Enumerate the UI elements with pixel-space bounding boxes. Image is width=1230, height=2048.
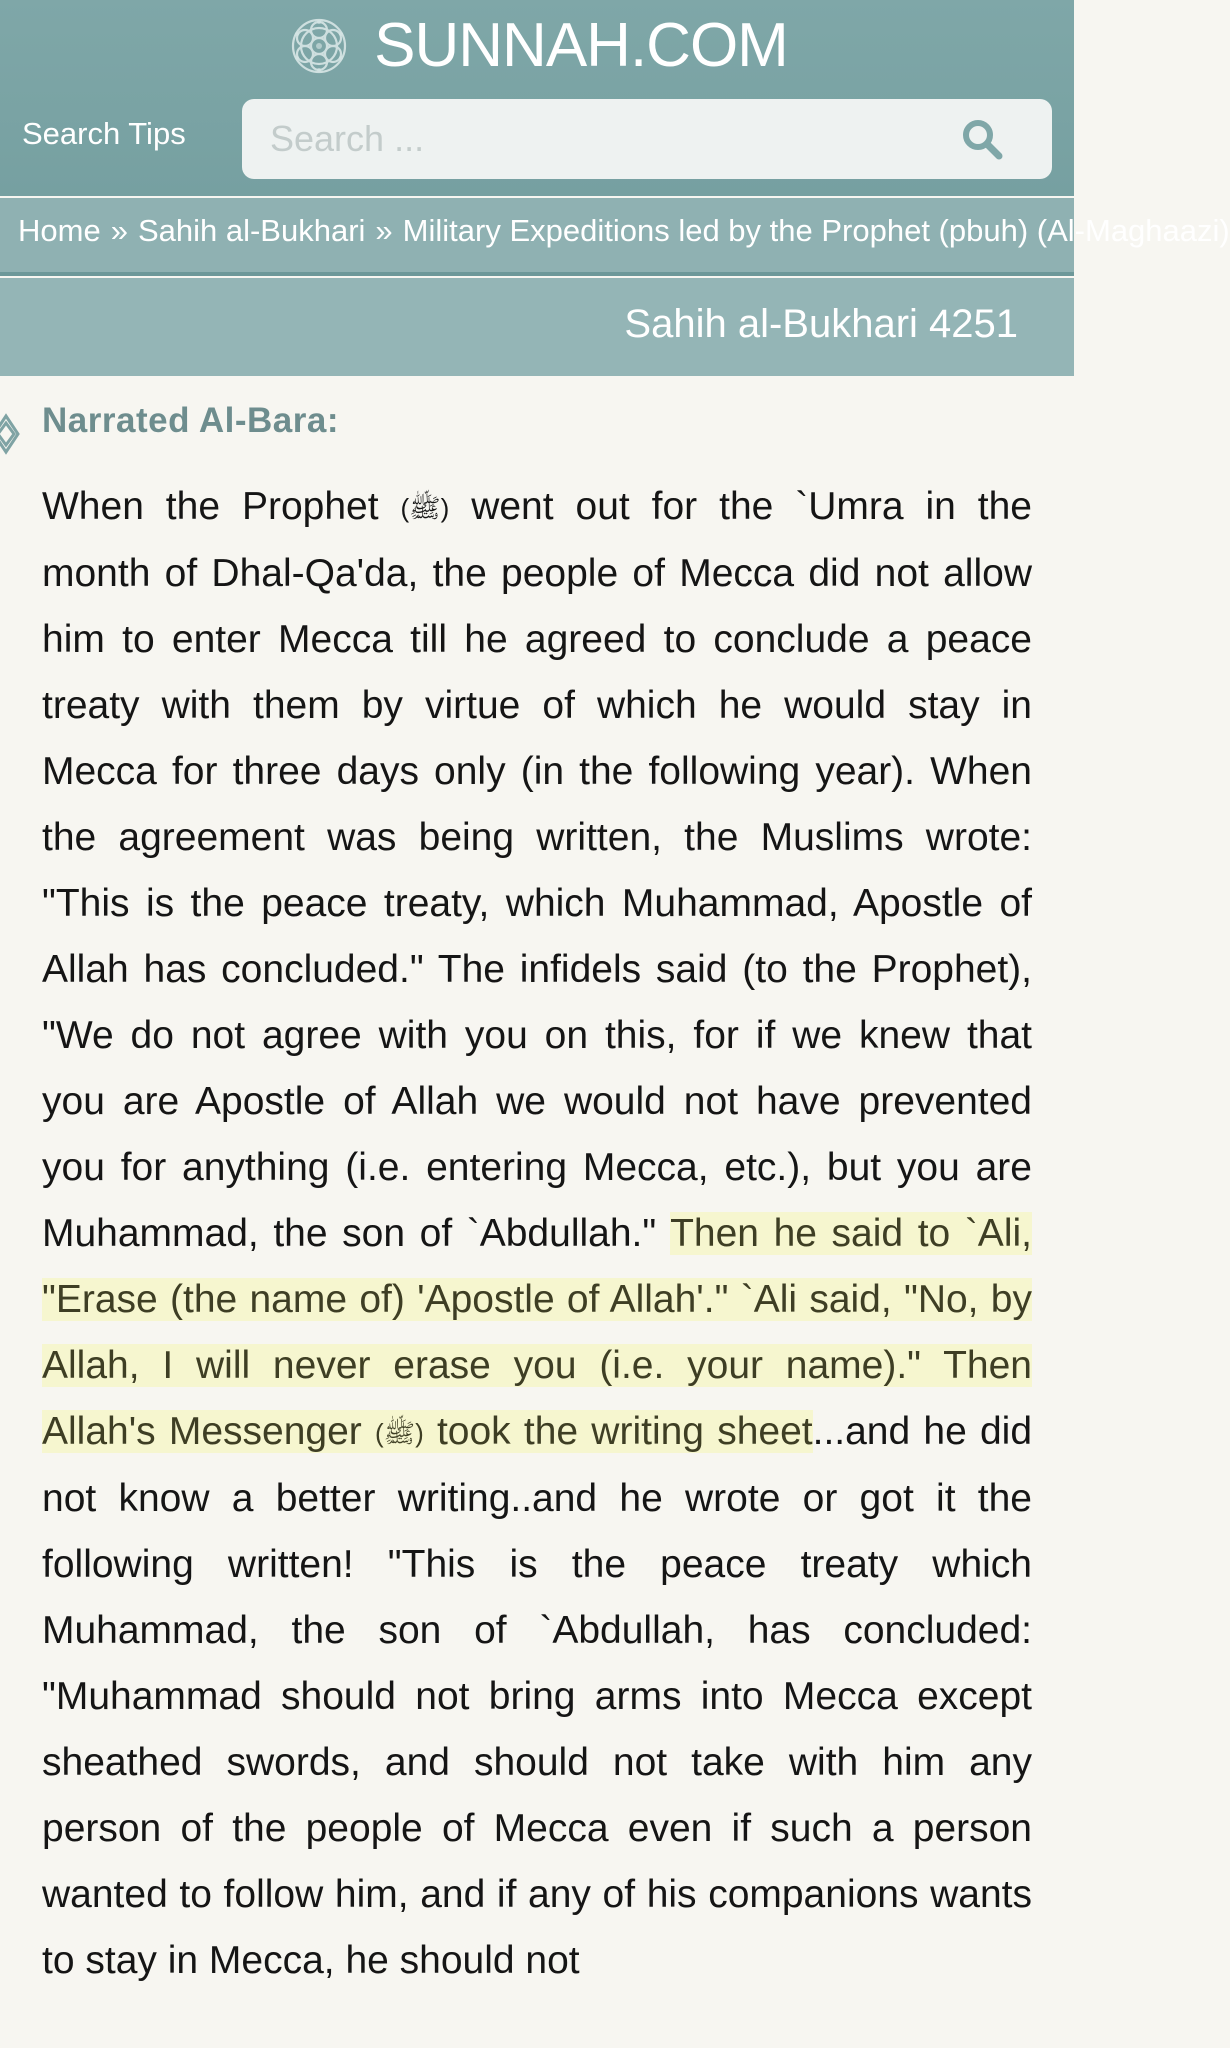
search-tips-link[interactable]: Search Tips bbox=[22, 116, 186, 151]
hadith-text-part: ...and he did not know a better writing..and he wrote or got it the following written! "This is the peace treaty which Muhammad, the son of `Abdullah, has concluded: "Muhammad should not bring arms into Mecca except sheathed swords, and should not take with him any person of the people of Mecca even if such a person wanted to follow him, and if any of his companions wants to stay in Mecca, he should not bbox=[42, 1410, 1033, 1982]
hadith-reference-bar bbox=[0, 278, 1074, 376]
highlighted-text-part: took the writing sheet bbox=[423, 1410, 813, 1453]
pbuh-glyph: (ﷺ) bbox=[375, 1418, 424, 1448]
pbuh-glyph: (ﷺ) bbox=[400, 493, 450, 523]
breadcrumb-separator: » bbox=[375, 213, 393, 248]
site-logo[interactable] bbox=[0, 10, 1074, 82]
ornament-icon bbox=[0, 406, 30, 462]
search-icon[interactable] bbox=[958, 115, 1006, 163]
site-name: SUNNAH.COM bbox=[374, 11, 788, 80]
hadith-text-part: When the Prophet bbox=[42, 485, 401, 528]
hadith-reference[interactable]: Sahih al-Bukhari 4251 bbox=[624, 302, 1018, 346]
breadcrumb-home[interactable]: Home bbox=[18, 213, 101, 248]
breadcrumb-book[interactable]: Military Expeditions led by the Prophet (pbuh) (Al-Maghaazi) bbox=[402, 213, 1230, 248]
highlighted-text-part: Then he said to `Ali, "Erase (the name of) 'Apostle of Allah'." `Ali said, "No, by Allah, I will never erase you (i.e. your name)." Then Allah's Messenger bbox=[42, 1212, 1032, 1453]
narrator: Narrated Al-Bara: bbox=[42, 401, 340, 440]
breadcrumb bbox=[0, 198, 1230, 276]
search-input[interactable] bbox=[270, 99, 930, 179]
site-header bbox=[0, 0, 1074, 196]
search-box bbox=[242, 99, 1052, 179]
hadith-container bbox=[0, 376, 1074, 2048]
hadith-text bbox=[42, 474, 1032, 1994]
hadith-text-part: went out for the `Umra in the month of Dhal-Qa'da, the people of Mecca did not allow him to enter Mecca till he agreed to conclude a peace treaty with them by virtue of which he would stay in Mecca for three days only (in the following year). When the agreement was being written, the Muslims wrote: "This is the peace treaty, which Muhammad, Apostle of Allah has concluded." The infidels said (to the Prophet), "We do not agree with you on this, for if we knew that you are Apostle of Allah we would not have prevented you for anything (i.e. entering Mecca, etc.), but you are Muhammad, the son of `Abdullah." bbox=[42, 485, 1033, 1255]
geometric-rosette-icon bbox=[286, 13, 352, 79]
breadcrumb-collection[interactable]: Sahih al-Bukhari bbox=[137, 213, 366, 248]
breadcrumb-separator: » bbox=[110, 213, 128, 248]
